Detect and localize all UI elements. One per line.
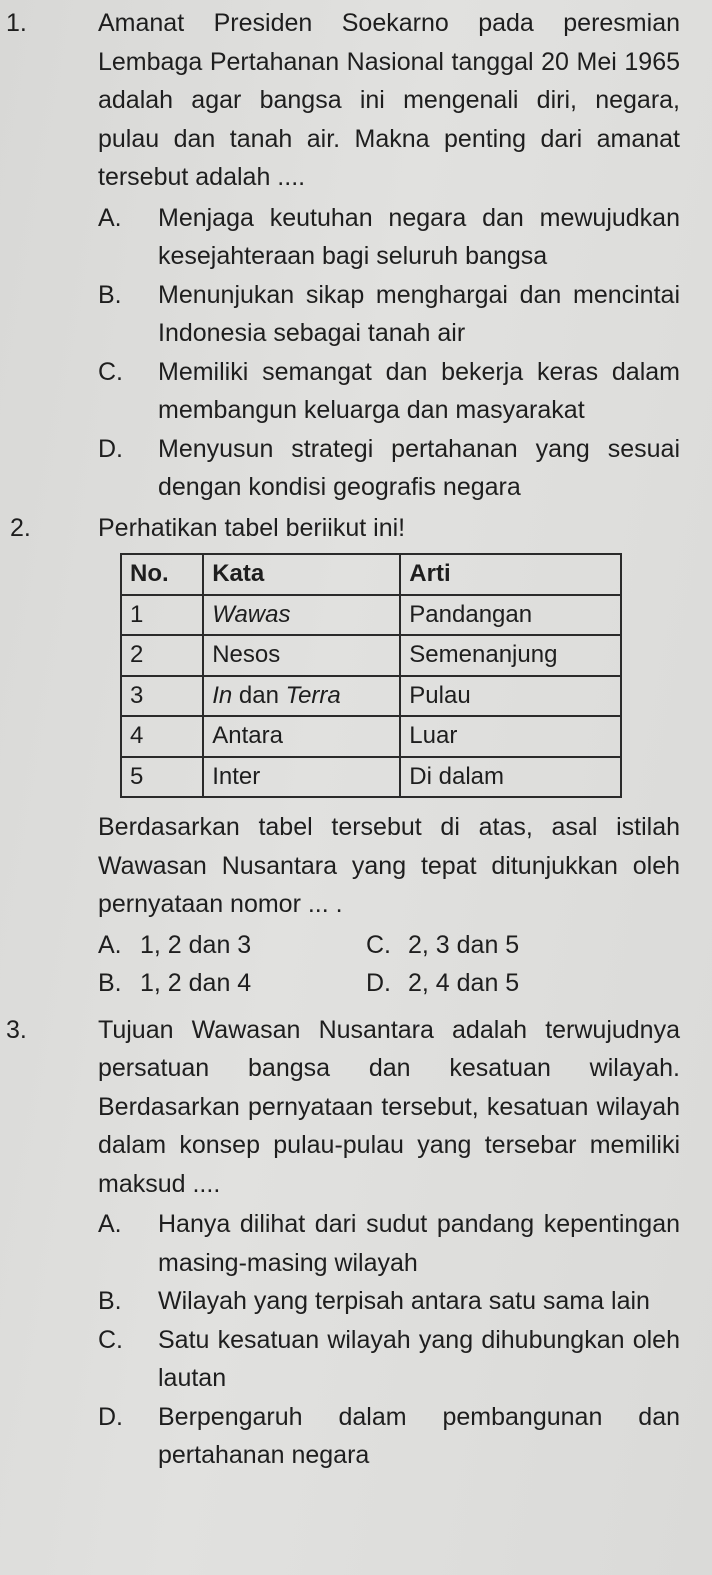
question-text: Amanat Presiden Soekarno pada peresmian Lembaga Pertahanan Nasional tanggal 20 Mei 1965 adalah agar bangsa ini mengenali diri, negara, pulau dan tanah air. Makna penting dari amanat tersebut adalah .... xyxy=(98,9,680,191)
table-row xyxy=(121,716,621,757)
question-number: 1. xyxy=(6,9,27,37)
table-row xyxy=(121,635,621,676)
table-header-row xyxy=(121,554,621,595)
option-b[interactable] xyxy=(98,964,366,1003)
cell-no: 3 xyxy=(121,676,203,717)
option-a[interactable] xyxy=(98,926,366,965)
option-letter: A. xyxy=(98,1210,122,1238)
option-text: Wilayah yang terpisah antara satu sama lain xyxy=(158,1287,650,1315)
question-2 xyxy=(0,509,680,1003)
question-3 xyxy=(0,1011,680,1475)
option-a[interactable] xyxy=(98,1205,680,1282)
cell-arti: Luar xyxy=(400,716,621,757)
option-letter: A. xyxy=(98,203,122,232)
option-letter: D. xyxy=(98,1402,123,1431)
table-row xyxy=(121,757,621,798)
option-letter: C. xyxy=(98,1325,123,1354)
option-text: 2, 4 dan 5 xyxy=(408,969,520,997)
option-text: 1, 2 dan 4 xyxy=(140,969,252,997)
option-c[interactable] xyxy=(98,353,680,430)
option-text: Memiliki semangat dan bekerja keras dalam membangun keluarga dan masyarakat xyxy=(158,357,680,424)
option-letter: B. xyxy=(98,280,122,309)
cell-arti: Di dalam xyxy=(400,757,621,798)
header-arti: Arti xyxy=(400,554,621,595)
option-letter: B. xyxy=(98,969,122,997)
option-b[interactable] xyxy=(98,276,680,353)
option-d[interactable] xyxy=(98,1398,680,1475)
option-d[interactable] xyxy=(98,430,680,507)
option-letter: B. xyxy=(98,1287,122,1315)
cell-no: 2 xyxy=(121,635,203,676)
table-row xyxy=(121,676,621,717)
answer-options xyxy=(98,926,680,1003)
option-text: Menunjukan sikap menghargai dan mencintai Indonesia sebagai tanah air xyxy=(158,280,680,347)
option-b[interactable] xyxy=(98,1282,680,1321)
kata-part: dan xyxy=(232,681,286,709)
question-number: 2. xyxy=(10,513,31,542)
cell-arti: Pulau xyxy=(400,676,621,717)
header-kata: Kata xyxy=(203,554,400,595)
option-text: Menyusun strategi pertahanan yang sesuai dengan kondisi geografis negara xyxy=(158,434,680,501)
cell-kata xyxy=(203,676,400,717)
option-a[interactable] xyxy=(98,199,680,276)
vocabulary-table xyxy=(120,553,622,798)
kata-part: Terra xyxy=(285,681,341,709)
cell-kata: Antara xyxy=(203,716,400,757)
option-letter: C. xyxy=(98,357,123,386)
question-text: Berdasarkan tabel tersebut di atas, asal istilah Wawasan Nusantara yang tepat ditunjukkan oleh pernyataan nomor ... . xyxy=(98,813,680,918)
cell-no: 5 xyxy=(121,757,203,798)
option-text: Hanya dilihat dari sudut pandang kepentingan masing-masing wilayah xyxy=(158,1210,680,1277)
cell-kata: Nesos xyxy=(203,635,400,676)
option-text: 1, 2 dan 3 xyxy=(140,930,252,959)
cell-no: 1 xyxy=(121,595,203,636)
option-letter: D. xyxy=(98,434,123,463)
option-text: Menjaga keutuhan negara dan mewujudkan kesejahteraan bagi seluruh bangsa xyxy=(158,203,680,270)
option-c[interactable] xyxy=(98,1321,680,1398)
option-text: 2, 3 dan 5 xyxy=(408,930,520,959)
option-d[interactable] xyxy=(366,964,616,1003)
cell-arti: Semenanjung xyxy=(400,635,621,676)
table-row xyxy=(121,595,621,636)
option-letter: D. xyxy=(366,969,391,997)
option-letter: C. xyxy=(366,930,391,959)
header-no: No. xyxy=(121,554,203,595)
question-1 xyxy=(0,4,680,507)
question-text: Tujuan Wawasan Nusantara adalah terwujudnya persatuan bangsa dan kesatuan wilayah. Berdasarkan pernyataan tersebut, kesatuan wilayah dalam konsep pulau-pulau yang tersebar memiliki maksud .... xyxy=(98,1015,680,1198)
cell-no: 4 xyxy=(121,716,203,757)
option-text: Berpengaruh dalam pembangunan dan pertahanan negara xyxy=(158,1402,680,1469)
option-text: Satu kesatuan wilayah yang dihubungkan oleh lautan xyxy=(158,1325,680,1392)
option-letter: A. xyxy=(98,930,122,959)
table-intro: Perhatikan tabel beriikut ini! xyxy=(98,513,406,542)
cell-kata: Wawas xyxy=(203,595,400,636)
question-number: 3. xyxy=(6,1015,27,1044)
kata-part: In xyxy=(212,681,233,709)
cell-arti: Pandangan xyxy=(400,595,621,636)
cell-kata: Inter xyxy=(203,757,400,798)
option-c[interactable] xyxy=(366,926,616,965)
